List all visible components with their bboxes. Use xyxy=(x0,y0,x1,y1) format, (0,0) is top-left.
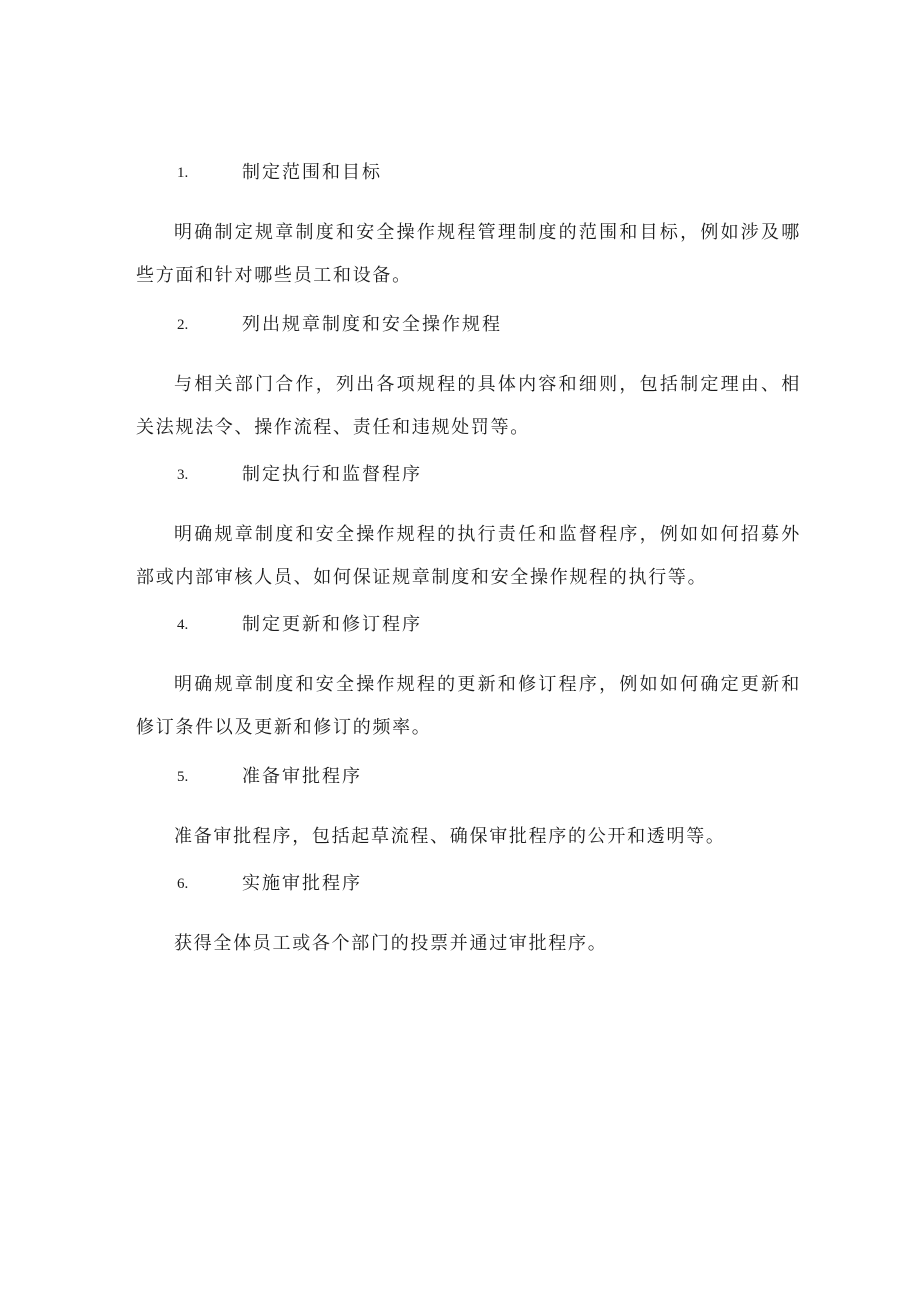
section-number: 2. xyxy=(177,317,189,333)
section-title: 制定范围和目标 xyxy=(242,162,382,183)
section-number: 3. xyxy=(177,467,189,483)
section-heading xyxy=(0,762,700,792)
section-title: 实施审批程序 xyxy=(242,873,362,894)
section-title: 制定更新和修订程序 xyxy=(242,614,422,635)
section-number: 5. xyxy=(177,769,189,785)
section-title: 准备审批程序 xyxy=(242,766,362,787)
section-body: 明确规章制度和安全操作规程的执行责任和监督程序，例如如何招募外部或内部审核人员、如何保证规章制度和安全操作规程的执行等。 xyxy=(136,524,801,588)
section-number: 1. xyxy=(177,165,189,181)
section-body: 准备审批程序，包括起草流程、确保审批程序的公开和透明等。 xyxy=(174,826,726,847)
section-body: 明确制定规章制度和安全操作规程管理制度的范围和目标，例如涉及哪些方面和针对哪些员工和设备。 xyxy=(136,222,801,286)
section-heading xyxy=(0,310,700,340)
section-number: 4. xyxy=(177,617,189,633)
section-title: 制定执行和监督程序 xyxy=(242,464,422,485)
section-body: 与相关部门合作，列出各项规程的具体内容和细则，包括制定理由、相关法规法令、操作流程、责任和违规处罚等。 xyxy=(136,374,801,438)
section-title: 列出规章制度和安全操作规程 xyxy=(242,314,502,335)
section-number: 6. xyxy=(177,876,189,892)
section-body: 明确规章制度和安全操作规程的更新和修订程序，例如如何确定更新和修订条件以及更新和修订的频率。 xyxy=(136,674,801,738)
section-heading xyxy=(0,869,700,899)
section-heading xyxy=(0,610,700,640)
section-heading xyxy=(0,460,700,490)
section-heading xyxy=(0,158,700,188)
section-body: 获得全体员工或各个部门的投票并通过审批程序。 xyxy=(174,933,608,954)
